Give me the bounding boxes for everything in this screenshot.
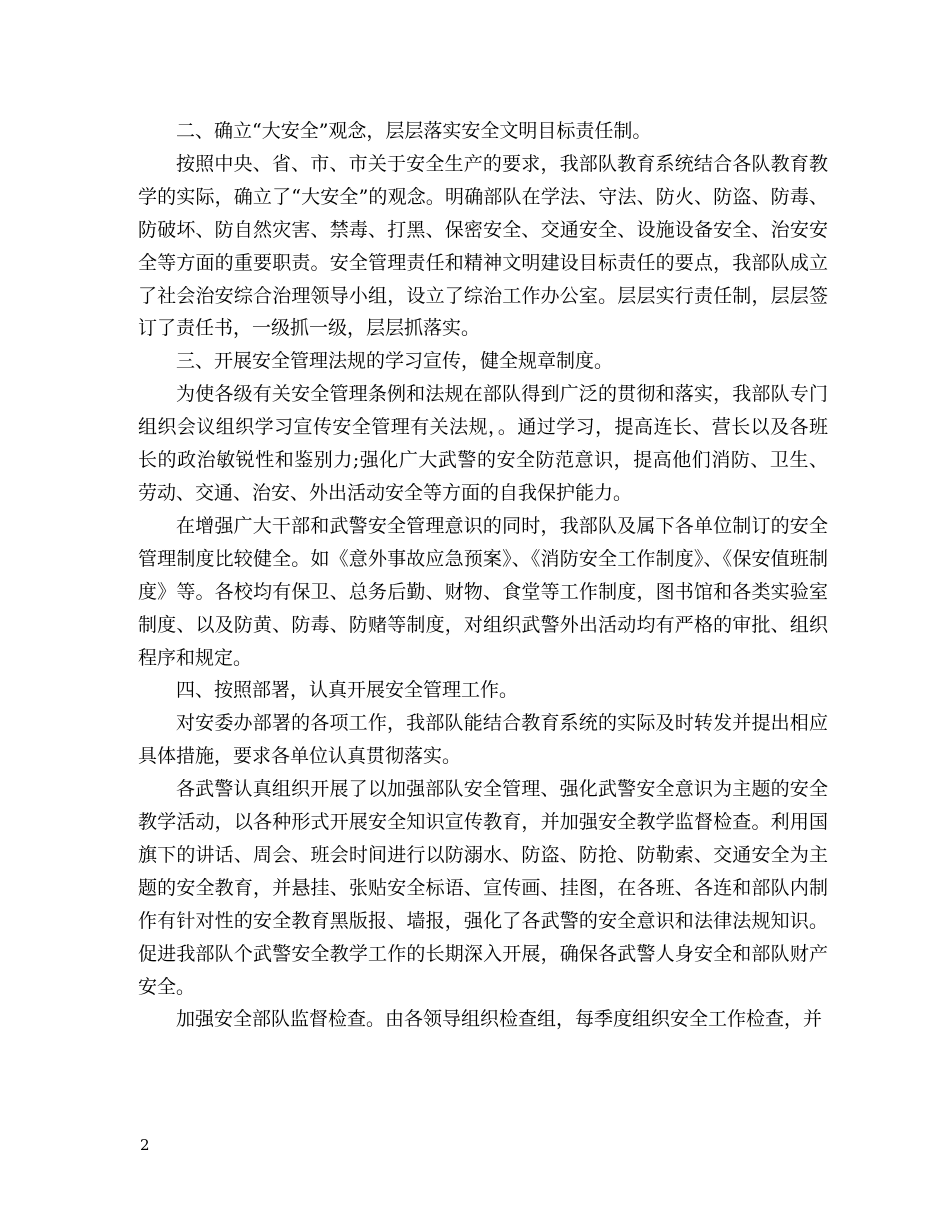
paragraph: 各武警认真组织开展了以加强部队安全管理、强化武警安全意识为主题的安全教学活动，以各种形式开展安全知识宣传教育，并加强安全教学监督检查。利用国旗下的讲话、周会、班会时间进行以防溺水、防盗、防抢、防勒索、交通安全为主题的安全教育，并悬挂、张贴安全标语、宣传画、挂图，在各班、各连和部队内制作有针对性的安全教育黑版报、墙报，强化了各武警的安全意识和法律法规知识。促进我部队个武警安全教学工作的长期深入开展，确保各武警人身安全和部队财产安全。 [138,778,828,998]
section-heading-2: 二、确立“大安全”观念，层层落实安全文明目标责任制。 [176,120,652,142]
paragraph: 按照中央、省、市、市关于安全生产的要求，我部队教育系统结合各队教育教学的实际，确立了“大安全”的观念。明确部队在学法、守法、防火、防盗、防毒、防破坏、防自然灾害、禁毒、打黑、保密安全、交通安全、设施设备安全、治安安全等方面的重要职责。安全管理责任和精神文明建设目标责任的要点，我部队成立了社会治安综合治理领导小组，设立了综治工作办公室。层层实行责任制，层层签订了责任书，一级抓一级，层层抓落实。 [138,152,828,340]
body-text [138,115,828,1036]
page-number: 2 [140,1136,150,1154]
paragraph: 加强安全部队监督检查。由各领导组织检查组，每季度组织安全工作检查，并 [176,1008,823,1031]
paragraph: 为使各级有关安全管理条例和法规在部队得到广泛的贯彻和落实，我部队专门组织会议组织学习宣传安全管理有关法规，。通过学习，提高连长、营长以及各班长的政治敏锐性和鉴别力;强化广大武警的安全防范意识，提高他们消防、卫生、劳动、交通、治安、外出活动安全等方面的自我保护能力。 [138,383,828,504]
paragraph: 在增强广大干部和武警安全管理意识的同时，我部队及属下各单位制订的安全管理制度比较健全。如《意外事故应急预案》、《消防安全工作制度》、《保安值班制度》等。各校均有保卫、总务后勤、财物、食堂等工作制度，图书馆和各类实验室制度、以及防黄、防毒、防赌等制度，对组织武警外出活动均有严格的审批、组织程序和规定。 [138,514,828,669]
paragraph: 对安委办部署的各项工作，我部队能结合教育系统的实际及时转发并提出相应具体措施，要求各单位认真贯彻落实。 [138,712,828,768]
section-heading-3: 三、开展安全管理法规的学习宣传，健全规章制度。 [176,350,614,373]
section-heading-4: 四、按照部署，认真开展安全管理工作。 [176,679,519,702]
